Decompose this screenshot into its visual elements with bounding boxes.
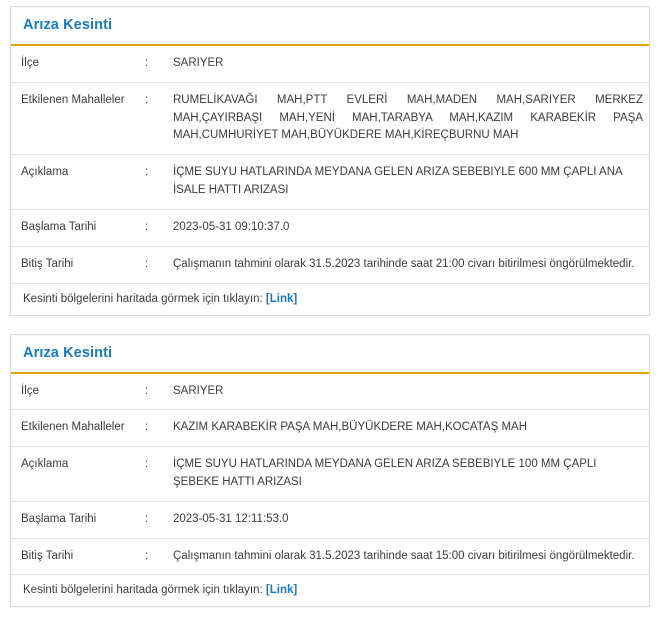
table-row [11,538,649,575]
row-label: Bitiş Tarihi [21,549,74,562]
table-row [11,501,649,538]
row-label: Başlama Tarihi [21,512,97,525]
outage-details-table [11,46,649,284]
outage-card [10,334,650,608]
row-separator: : [145,257,149,270]
row-label: Açıklama [21,166,69,179]
card-header [11,334,649,374]
table-row [11,447,649,502]
page-title: Arıza Kesinti [23,17,113,33]
row-separator: : [145,57,149,69]
row-value: İÇME SUYU HATLARINDA MEYDANA GELEN ARIZA SEBEBIYLE 600 MM ÇAPLI ANA İSALE HATTI ARIZASI [173,166,623,197]
row-label: Etkilenen Mahalleler [21,93,125,106]
row-value: 2023-05-31 09:10:37.0 [173,220,290,233]
map-footnote-text: Kesinti bölgelerini haritada görmek için tıklayın: [23,292,266,305]
outage-details-table [11,374,649,576]
row-value: RUMELİKAVAĞI MAH,PTT EVLERİ MAH,MADEN MAH,SARIYER MERKEZ MAH,ÇAYIRBAŞI MAH,YENİ MAH,TARABYA MAH,KAZIM KARABEKİR PAŞA MAH,CUMHURİYET MAH,BÜYÜKDERE MAH,KİREÇBURNU MAH [173,93,643,142]
table-row [11,82,649,154]
page-title: Arıza Kesinti [23,344,113,361]
table-row [11,246,649,283]
table-row [11,374,649,410]
table-row [11,410,649,447]
row-separator: : [145,458,149,471]
row-separator: : [145,384,149,397]
map-footnote-text: Kesinti bölgelerini haritada görmek için tıklayın: [23,584,266,597]
row-separator: : [145,166,149,179]
row-separator: : [145,549,149,562]
map-footnote [11,284,649,315]
row-separator: : [145,421,149,434]
row-value: İÇME SUYU HATLARINDA MEYDANA GELEN ARIZA SEBEBIYLE 100 MM ÇAPLI ŞEBEKE HATTI ARIZASI [173,458,597,488]
card-header [11,6,649,46]
map-link[interactable]: [Link] [265,584,298,597]
row-label: Etkilenen Mahalleler [21,421,125,434]
row-value: SARIYER [173,384,224,397]
table-row [11,46,649,82]
outage-card [10,6,650,316]
row-separator: : [145,220,149,233]
table-row [11,155,649,210]
table-row [11,209,649,246]
row-value: SARIYER [173,57,224,69]
row-label: İlçe [21,57,39,69]
row-value: Çalışmanın tahmini olarak 31.5.2023 tarihinde saat 15:00 civarı bitirilmesi öngörülmektedir. [173,549,635,562]
row-label: Bitiş Tarihi [21,257,74,270]
row-value: Çalışmanın tahmini olarak 31.5.2023 tarihinde saat 21:00 civarı bitirilmesi öngörülmektedir. [173,257,635,270]
row-label: İlçe [21,384,39,397]
row-separator: : [145,93,149,106]
row-label: Başlama Tarihi [21,220,97,233]
row-label: Açıklama [21,458,69,471]
row-value: KAZIM KARABEKİR PAŞA MAH,BÜYÜKDERE MAH,KOCATAŞ MAH [173,421,528,434]
row-separator: : [145,512,149,525]
row-value: 2023-05-31 12:11:53.0 [173,512,289,525]
map-link[interactable]: [Link] [265,292,298,305]
